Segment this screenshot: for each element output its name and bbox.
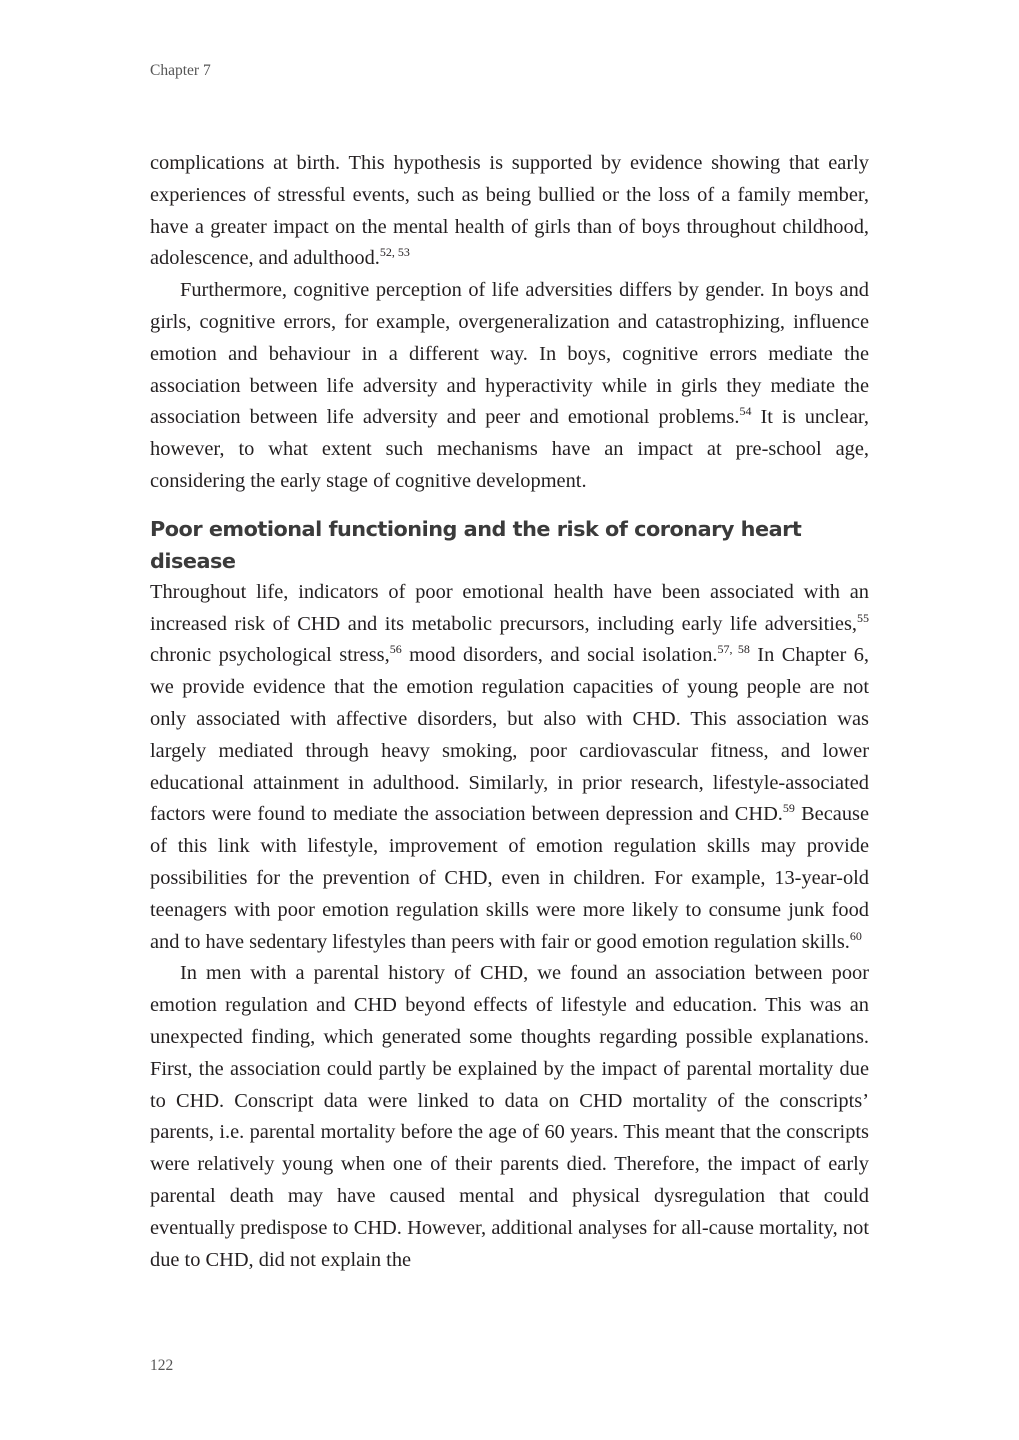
paragraph-text: mood disorders, and social isolation. [401,644,718,667]
paragraph-text: Because of this link with lifestyle, improvement of emotion regulation skills may provide possibilities for the prevention of CHD, even in children. For example, 13-year-old teenagers with poor emotion regulation skills were more likely to consume junk food and to have sedentary lifestyles than peers with fair or good emotion regulation skills. [150,803,869,953]
paragraph [150,577,869,959]
running-head: Chapter 7 [150,62,211,79]
citation-ref: 54 [739,404,752,419]
citation-ref: 52, 53 [379,245,410,260]
paragraph-text: complications at birth. This hypothesis is supported by evidence showing that early experiences of stressful events, such as being bullied or the loss of a family member, have a greater impact on the mental health of girls than of boys throughout childhood, adolescence, and adulthood. [150,152,869,270]
paragraph-text: It is unclear, however, to what extent such mechanisms have an impact at pre-school age, considering the early stage of cognitive development. [150,406,869,492]
citation-ref: 60 [849,928,862,943]
citation-ref: 55 [857,610,869,625]
paragraph-text: In men with a parental history of CHD, we found an association between poor emotion regulation and CHD beyond effects of lifestyle and education. This was an unexpected finding, which generated some thoughts regarding possible explanations. First, the association could partly be explained by the impact of parental mortality due to CHD. Conscript data were linked to data on CHD mortality of the conscripts’ parents, i.e. parental mortality before the age of 60 years. This meant that the conscripts were relatively young when one of their parents died. Therefore, the impact of early parental death may have caused mental and physical dysregulation that could eventually predispose to CHD. However, additional analyses for all-cause mortality, not due to CHD, did not explain the [150,962,869,1271]
paragraph-text: chronic psychological stress, [150,644,390,667]
paragraph-text: Throughout life, indicators of poor emotional health have been associated with an increased risk of CHD and its metabolic precursors, including early life adversities, [150,580,869,635]
paragraph [150,148,869,275]
page-number: 122 [150,1357,174,1374]
paragraph-text: Furthermore, cognitive perception of life adversities differs by gender. In boys and girls, cognitive errors, for example, overgeneralization and catastrophizing, influence emotion and behaviour in a different way. In boys, cognitive errors mediate the association between life adversity and hyperactivity while in girls they mediate the association between life adversity and peer and emotional problems. [150,279,869,429]
citation-ref: 56 [389,642,402,657]
page-body [150,148,869,1276]
citation-ref: 57, 58 [717,642,750,657]
citation-ref: 59 [782,801,795,816]
paragraph [150,275,869,498]
paragraph-text: In Chapter 6, we provide evidence that the emotion regulation capacities of young people are not only associated with affective disorders, but also with CHD. This association was largely mediated through heavy smoking, poor cardiovascular fitness, and lower educational attainment in adulthood. Similarly, in prior research, lifestyle-associated factors were found to mediate the association between depression and CHD. [150,644,869,826]
section-heading: Poor emotional functioning and the risk of coronary heart disease [150,516,802,573]
paragraph [150,958,869,1276]
